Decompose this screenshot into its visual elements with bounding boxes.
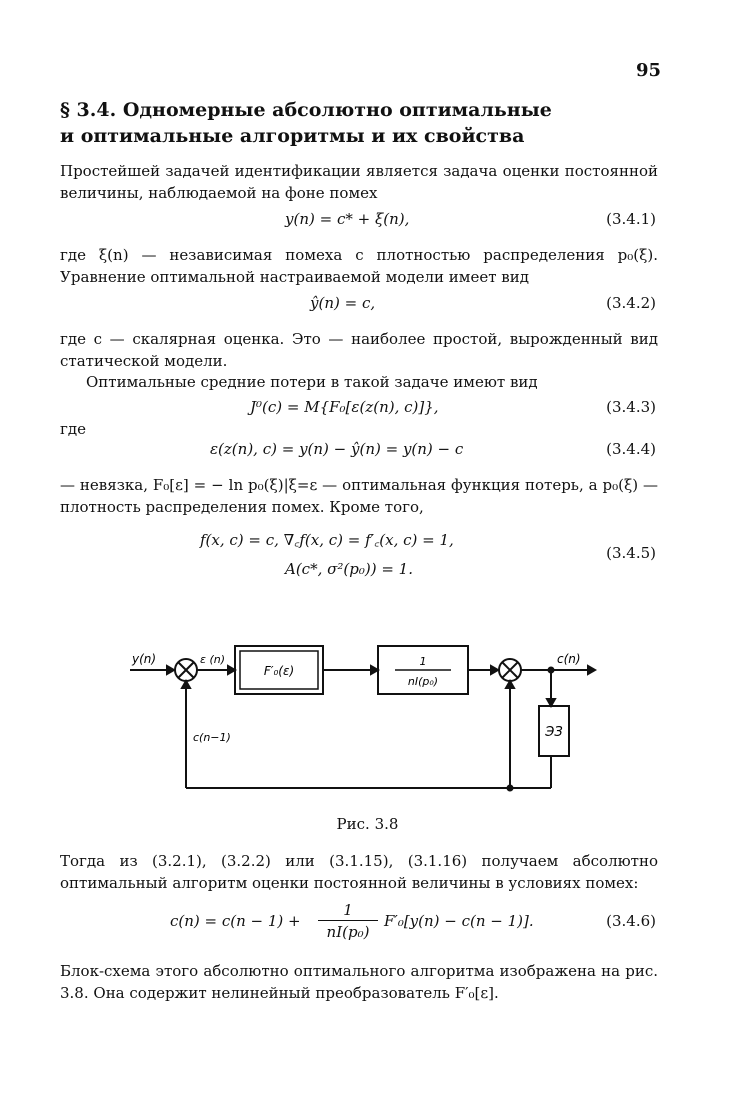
junction-dot <box>549 668 554 673</box>
arrow-head-icon <box>491 666 498 674</box>
equation-3-4-6 <box>60 900 658 954</box>
equation-number: (3.4.2) <box>606 294 656 312</box>
equation-line-1: f(x, c) = c, ∇꜀f(x, c) = f′꜀(x, c) = 1, <box>200 531 454 549</box>
fraction-denominator: nI(p₀) <box>326 923 370 941</box>
paragraph-7: Блок-схема этого абсолютно оптимального алгоритма изображена на рис. 3.8. Она содержит нелинейный преобразователь F′₀[ε]. <box>60 962 658 1002</box>
equation-number: (3.4.6) <box>606 912 656 930</box>
junction-dot <box>508 786 513 791</box>
paragraph-3: где c — скалярная оценка. Это — наиболее простой, вырожденный вид статической модели. <box>60 330 658 370</box>
equation-body: ŷ(n) = c, <box>310 294 376 312</box>
block-diagram <box>120 628 620 808</box>
arrow-head-icon <box>371 666 378 674</box>
arrow-head-icon <box>167 666 174 674</box>
equation-lhs: c(n) = c(n − 1) + <box>170 912 301 930</box>
section-title-line-2: и оптимальные алгоритмы и их свойства <box>60 125 525 147</box>
arrow-head-icon <box>182 681 190 688</box>
output-label: c(n) <box>557 652 581 666</box>
paragraph-2: где ξ(n) — независимая помеха с плотностью распределения p₀(ξ). Уравнение оптимальной настраиваемой модели имеет вид <box>60 246 658 286</box>
paragraph-4: Оптимальные средние потери в такой задаче имеют вид <box>86 373 538 391</box>
error-label: ε (n) <box>200 653 225 666</box>
input-label: y(n) <box>132 652 157 666</box>
equation-3-4-2 <box>60 294 658 318</box>
figure-caption: Рис. 3.8 <box>336 815 399 833</box>
section-title-line-1: § 3.4. Одномерные абсолютно оптимальные <box>60 99 552 121</box>
where-label: где <box>60 420 86 438</box>
arrow-head-icon <box>228 666 235 674</box>
equation-3-4-1 <box>60 210 658 234</box>
block1-label: F′₀(ε) <box>263 664 295 678</box>
delay-label: ЭЗ <box>545 725 563 740</box>
section-title <box>60 97 680 149</box>
feedback-label: c(n−1) <box>193 731 231 744</box>
equation-body: ε(z(n), c) = y(n) − ŷ(n) = y(n) − c <box>210 440 464 458</box>
equation-number: (3.4.3) <box>606 398 656 416</box>
block2-numerator: 1 <box>419 655 427 668</box>
equation-3-4-3 <box>60 398 658 422</box>
equation-body: y(n) = c* + ξ(n), <box>285 210 410 228</box>
paragraph-5: — невязка, F₀[ε] = − ln p₀(ξ)|ξ=ε — оптимальная функция потерь, а p₀(ξ) — плотность распределения помех. Кроме того, <box>60 476 658 516</box>
equation-3-4-4 <box>60 440 658 464</box>
equation-number: (3.4.1) <box>606 210 656 228</box>
arrow-head-icon <box>588 666 595 674</box>
equation-3-4-5 <box>60 530 658 584</box>
arrow-head-icon <box>547 699 555 706</box>
paragraph-1: Простейшей задачей идентификации является задача оценки постоянной величины, наблюдаемой на фоне помех <box>60 162 658 202</box>
equation-fraction <box>318 900 378 943</box>
equation-number: (3.4.5) <box>606 544 656 562</box>
block2-denominator: nI(p₀) <box>407 675 439 688</box>
equation-rhs: F′₀[y(n) − c(n − 1)]. <box>384 912 534 930</box>
page-number: 95 <box>636 60 662 81</box>
equation-body: J⁰(c) = M{F₀[ε(z(n), c)]}, <box>250 398 439 416</box>
paragraph-6: Тогда из (3.2.1), (3.2.2) или (3.1.15), (3.1.16) получаем абсолютно оптимальный алгоритм оценки постоянной величины в условиях помех: <box>60 852 658 892</box>
equation-line-2: A(c*, σ²(p₀)) = 1. <box>285 560 413 578</box>
equation-number: (3.4.4) <box>606 440 656 458</box>
arrow-head-icon <box>506 681 514 688</box>
fraction-numerator: 1 <box>318 900 378 921</box>
